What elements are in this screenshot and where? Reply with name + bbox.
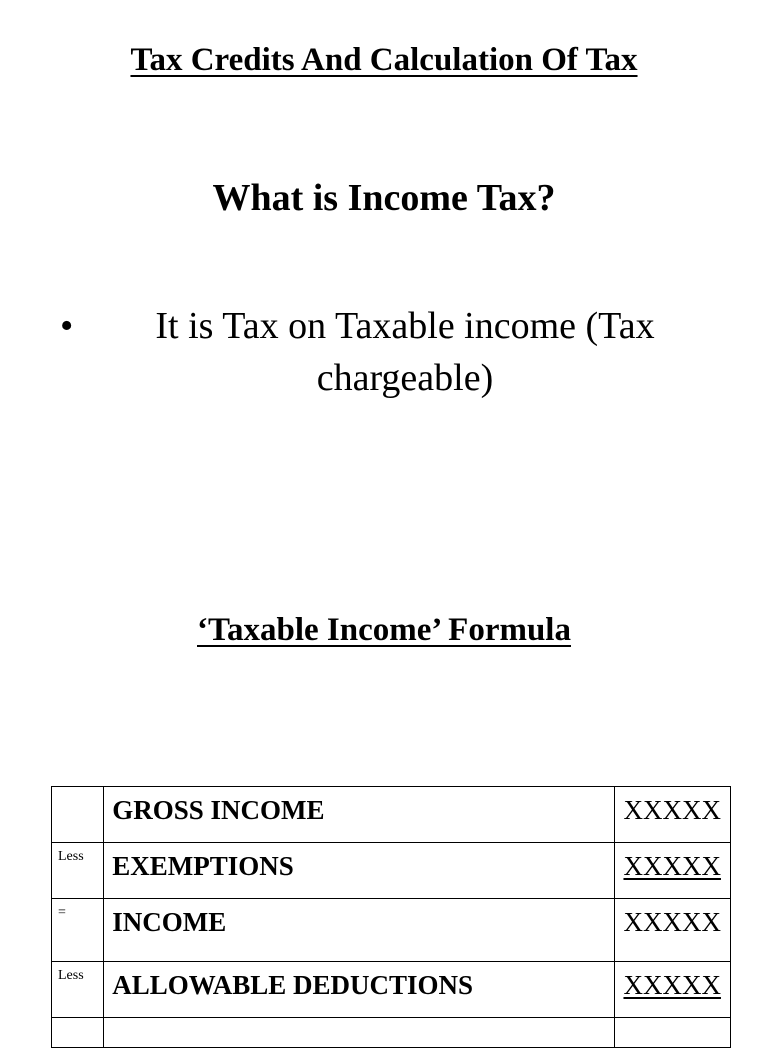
question-heading: What is Income Tax? (212, 177, 556, 219)
value-text: XXXXX (623, 795, 721, 825)
operator-cell: = (52, 899, 104, 962)
operator-cell: Less (52, 962, 104, 1018)
formula-heading: ‘Taxable Income’ Formula (197, 612, 571, 648)
value-cell (615, 1018, 731, 1048)
item-cell: GROSS INCOME (104, 787, 615, 843)
table-row (52, 787, 731, 843)
operator-cell (52, 787, 104, 843)
bullet-icon: • (60, 305, 74, 347)
table-row (52, 962, 731, 1018)
value-cell (615, 962, 731, 1018)
value-cell (615, 787, 731, 843)
table-row-partial (52, 1018, 731, 1048)
table-row (52, 843, 731, 899)
table-row (52, 899, 731, 962)
document-title: Tax Credits And Calculation Of Tax (130, 42, 638, 78)
value-text: XXXXX (623, 970, 721, 1000)
value-text: XXXXX (623, 907, 721, 937)
value-text: XXXXX (623, 851, 721, 881)
value-cell (615, 899, 731, 962)
bullet-text: It is Tax on Taxable income (Tax chargeable) (155, 305, 655, 399)
item-cell: ALLOWABLE DEDUCTIONS (104, 962, 615, 1018)
operator-cell: Less (52, 843, 104, 899)
item-cell (104, 1018, 615, 1048)
operator-cell (52, 1018, 104, 1048)
formula-table (51, 786, 731, 1048)
item-cell: INCOME (104, 899, 615, 962)
value-cell (615, 843, 731, 899)
item-cell: EXEMPTIONS (104, 843, 615, 899)
